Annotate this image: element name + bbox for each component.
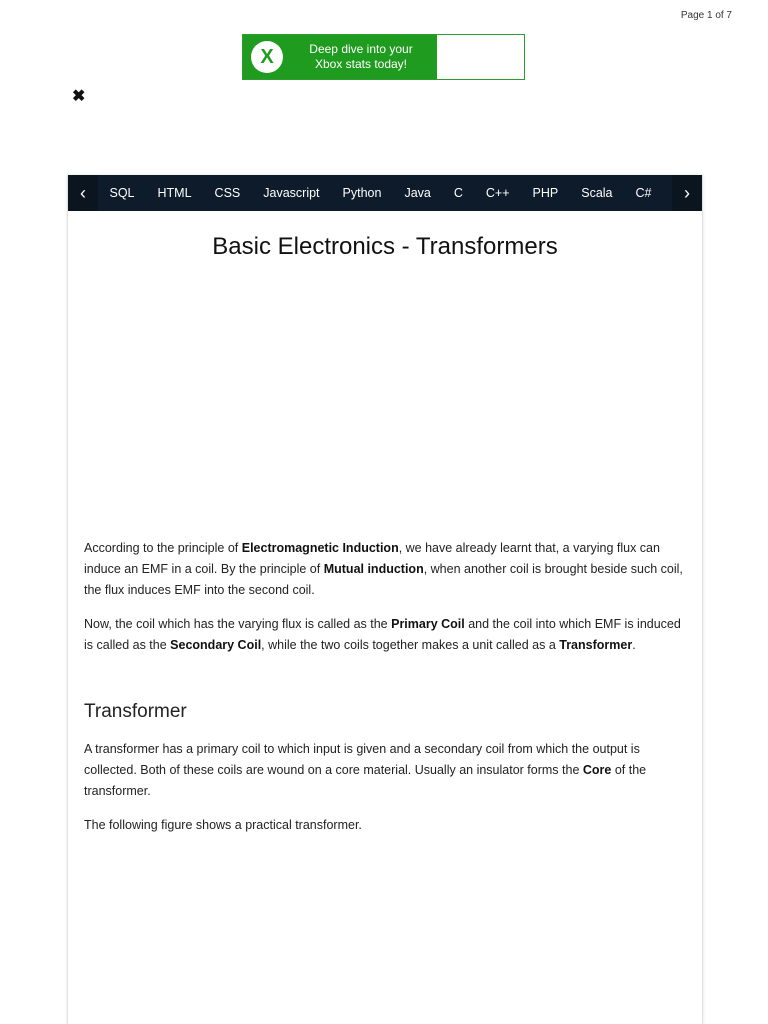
- ad-text: [293, 42, 429, 72]
- nav-item-csharp[interactable]: C#: [635, 186, 652, 200]
- language-nav-bar: [68, 175, 702, 211]
- nav-item-cpp[interactable]: C++: [485, 186, 510, 200]
- p2-term-transformer: Transformer: [559, 638, 633, 652]
- p2-text-e: , while the two coils together makes a unit called as a: [261, 638, 560, 652]
- p1-text-e: , when another coil is brought beside such coil, the flux induces EMF into the second coil.: [84, 562, 683, 597]
- nav-item-php[interactable]: PHP: [532, 186, 559, 200]
- ad-green-panel: [243, 35, 437, 79]
- paragraph-3: [84, 739, 688, 802]
- paragraph-4: The following figure shows a practical transformer.: [84, 818, 362, 832]
- paragraph-1: [84, 538, 688, 601]
- paragraph-2: [84, 614, 688, 656]
- nav-item-java[interactable]: Java: [404, 186, 431, 200]
- nav-items: [98, 175, 663, 211]
- close-ad-icon[interactable]: ✖: [72, 88, 86, 105]
- nav-item-html[interactable]: HTML: [157, 186, 192, 200]
- p3-text-a: A transformer has a primary coil to which input is given and a secondary coil from which the output is collected. Both of these coils are wound on a core material. Usually an insulator forms the: [84, 742, 640, 777]
- ad-line-1: Deep dive into your: [309, 42, 413, 56]
- section-heading: Transformer: [84, 701, 187, 722]
- p1-term-electromagnetic-induction: Electromagnetic Induction: [241, 541, 399, 555]
- p1-term-mutual-induction: Mutual induction: [323, 562, 424, 576]
- p3-text-c: of the transformer.: [84, 763, 647, 798]
- nav-next-arrow-icon[interactable]: ›: [672, 175, 702, 211]
- p2-text-g: .: [632, 638, 636, 652]
- p2-text-a: Now, the coil which has the varying flux is called as the: [84, 617, 392, 631]
- p3-term-core: Core: [582, 763, 612, 777]
- nav-item-sql[interactable]: SQL: [109, 186, 135, 200]
- xbox-logo-icon: X: [251, 41, 283, 73]
- ad-banner[interactable]: [242, 34, 525, 80]
- nav-item-c[interactable]: C: [453, 186, 463, 200]
- p2-text-c: and the coil into which EMF is induced is called as the: [84, 617, 681, 652]
- nav-item-python[interactable]: Python: [342, 186, 382, 200]
- page-title: Basic Electronics - Transformers: [212, 233, 558, 260]
- p1-text-c: , we have already learnt that, a varying flux can induce an EMF in a coil. By the principle of: [84, 541, 660, 576]
- nav-item-javascript[interactable]: Javascript: [263, 186, 320, 200]
- content-area: [67, 175, 703, 1024]
- p2-term-secondary-coil: Secondary Coil: [170, 638, 262, 652]
- p2-term-primary-coil: Primary Coil: [391, 617, 465, 631]
- ad-line-2: Xbox stats today!: [314, 57, 408, 71]
- nav-item-css[interactable]: CSS: [214, 186, 241, 200]
- page-indicator: Page 1 of 7: [680, 10, 732, 21]
- nav-prev-arrow-icon[interactable]: ‹: [68, 175, 98, 211]
- p1-text-a: According to the principle of: [84, 541, 242, 555]
- nav-item-scala[interactable]: Scala: [581, 186, 613, 200]
